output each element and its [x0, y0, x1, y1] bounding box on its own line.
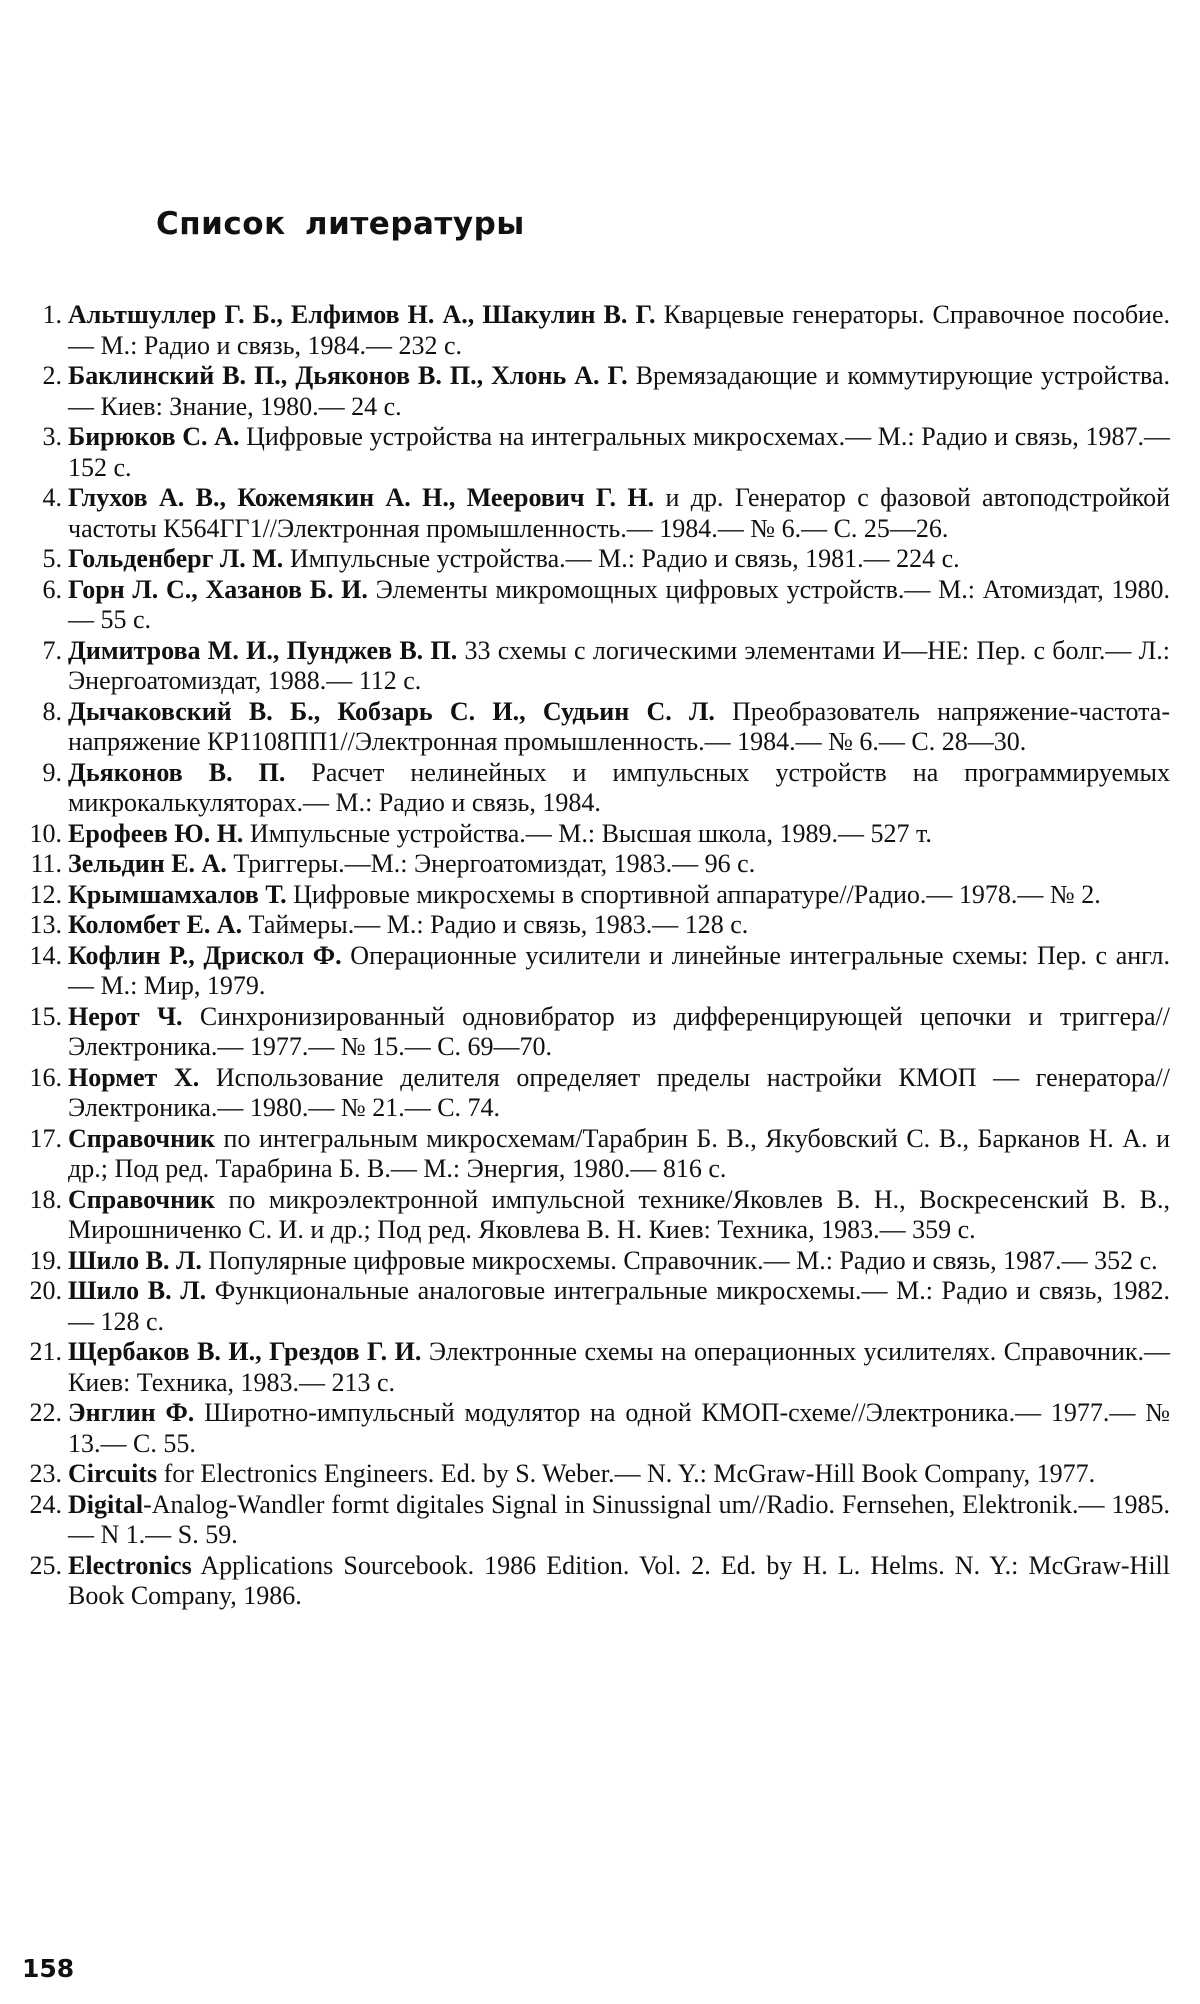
reference-number: 16.: [29, 1062, 62, 1092]
reference-text: Импульсные устройства.— М.: Радио и связь, 1981.— 224 с.: [283, 544, 960, 573]
reference-authors: Справочник: [68, 1184, 216, 1214]
reference-text: Триггеры.—М.: Энергоатомиздат, 1983.— 96 с.: [226, 849, 756, 878]
reference-text: по микроэлектронной импульсной технике/Яковлев В. Н., Воскресенский В. В., Мирошниченко С. И. и др.; Под ред. Яковлева В. Н. Киев: Техника, 1983.— 359 с.: [68, 1184, 1170, 1244]
reference-body: [68, 910, 1170, 941]
reference-body: [68, 575, 1170, 636]
reference-number: 2.: [42, 361, 62, 390]
reference-text: Преобразователь напряжение-частота-напряжение КР1108ПП1//Электронная промышленность.— 1984.— № 6.— С. 28—30.: [68, 696, 1170, 756]
reference-item: [22, 1246, 1170, 1277]
reference-item: [22, 300, 1170, 361]
reference-item: [22, 1124, 1170, 1185]
reference-body: [68, 483, 1170, 544]
reference-number: 18.: [29, 1184, 62, 1214]
reference-text: Времязадающие и коммутирующие устройства.— Киев: Знание, 1980.— 24 с.: [68, 361, 1170, 421]
reference-text: Использование делителя определяет пределы настройки КМОП — генератора//Электроника.— 1980.— № 21.— С. 74.: [68, 1062, 1170, 1122]
reference-body: [68, 1276, 1170, 1337]
reference-text: Кварцевые генераторы. Справочное пособие.— М.: Радио и связь, 1984.— 232 с.: [68, 300, 1170, 360]
reference-authors: Дьяконов В. П.: [68, 757, 286, 787]
reference-number: 13.: [29, 910, 62, 939]
reference-item: [22, 941, 1170, 1002]
reference-number: 5.: [42, 544, 62, 573]
reference-body: [68, 636, 1170, 697]
reference-text: Импульсные устройства.— М.: Высшая школа, 1989.— 527 т.: [243, 818, 932, 848]
reference-item: [22, 1185, 1170, 1246]
reference-body: [68, 819, 1170, 850]
reference-text: Цифровые устройства на интегральных микросхемах.— М.: Радио и связь, 1987.— 152 с.: [68, 422, 1170, 482]
reference-authors: Димитрова М. И., Пунджев В. П.: [68, 635, 458, 665]
reference-text: Функциональные аналоговые интегральные микросхемы.— М.: Радио и связь, 1982.— 128 с.: [68, 1276, 1171, 1336]
reference-list: [22, 300, 1170, 1612]
reference-item: [22, 849, 1170, 880]
reference-body: [68, 1490, 1170, 1551]
reference-body: [68, 1551, 1170, 1612]
reference-number: 21.: [29, 1337, 62, 1366]
reference-body: [68, 1002, 1170, 1063]
reference-authors: Горн Л. С., Хазанов Б. И.: [68, 574, 368, 604]
reference-authors: Кофлин Р., Дрискол Ф.: [68, 940, 342, 970]
reference-body: [68, 697, 1170, 758]
reference-number: 4.: [42, 483, 62, 512]
reference-authors: Справочник: [68, 1123, 216, 1153]
reference-authors: Digital: [68, 1489, 144, 1519]
reference-number: 15.: [29, 1001, 62, 1031]
reference-authors: Альтшуллер Г. Б., Елфимов Н. А., Шакулин В. Г.: [68, 300, 656, 329]
reference-item: [22, 1398, 1170, 1459]
reference-number: 19.: [29, 1245, 62, 1275]
reference-number: 1.: [42, 300, 62, 329]
reference-authors: Баклинский В. П., Дьяконов В. П., Хлонь А. Г.: [68, 361, 628, 390]
reference-item: [22, 575, 1170, 636]
reference-number: 22.: [29, 1398, 62, 1427]
reference-number: 3.: [42, 422, 62, 451]
reference-item: [22, 361, 1170, 422]
reference-text: Широтно-импульсный модулятор на одной КМОП-схеме//Электроника.— 1977.— № 13.— С. 55.: [68, 1398, 1171, 1458]
reference-item: [22, 1490, 1170, 1551]
reference-text: Расчет нелинейных и импульсных устройств на программируемых микрокалькуляторах.— М.: Радио и связь, 1984.: [68, 757, 1170, 817]
reference-body: [68, 361, 1170, 422]
reference-item: [22, 636, 1170, 697]
reference-text: Популярные цифровые микросхемы. Справочник.— М.: Радио и связь, 1987.— 352 с.: [201, 1245, 1158, 1275]
reference-number: 10.: [29, 818, 62, 848]
reference-body: [68, 758, 1170, 819]
reference-body: [68, 1459, 1170, 1490]
reference-item: [22, 758, 1170, 819]
reference-text: Цифровые микросхемы в спортивной аппаратуре//Радио.— 1978.— № 2.: [286, 879, 1101, 909]
reference-item: [22, 1063, 1170, 1124]
reference-number: 9.: [42, 757, 62, 787]
reference-authors: Circuits: [68, 1459, 158, 1488]
reference-body: [68, 1063, 1170, 1124]
reference-number: 14.: [29, 940, 62, 970]
reference-body: [68, 849, 1170, 880]
reference-number: 8.: [42, 696, 62, 726]
reference-text: 33 схемы с логическими элементами И—НЕ: Пер. с болг.— Л.: Энергоатомиздат, 1988.— 112 с.: [68, 635, 1171, 695]
reference-authors: Энглин Ф.: [68, 1398, 195, 1427]
reference-text: по интегральным микросхемам/Тарабрин Б. В., Якубовский С. В., Барканов Н. А. и др.; Под ред. Тарабрина Б. В.— М.: Энергия, 1980.— 816 с.: [68, 1123, 1170, 1183]
reference-item: [22, 1459, 1170, 1490]
reference-number: 24.: [29, 1489, 62, 1519]
reference-number: 20.: [29, 1276, 62, 1305]
reference-body: [68, 1246, 1170, 1277]
reference-body: [68, 1337, 1170, 1398]
reference-item: [22, 1551, 1170, 1612]
reference-number: 12.: [29, 879, 62, 909]
reference-text: Applications Sourcebook. 1986 Edition. Vol. 2. Ed. by H. L. Helms. N. Y.: McGraw-Hill Book Company, 1986.: [68, 1550, 1170, 1610]
reference-body: [68, 544, 1170, 575]
reference-body: [68, 880, 1170, 911]
reference-item: [22, 483, 1170, 544]
reference-item: [22, 422, 1170, 483]
reference-text: for Electronics Engineers. Ed. by S. Weber.— N. Y.: McGraw-Hill Book Company, 1977.: [157, 1459, 1096, 1488]
reference-authors: Бирюков С. А.: [68, 422, 240, 451]
reference-authors: Electronics: [68, 1550, 192, 1580]
reference-body: [68, 1124, 1170, 1185]
reference-number: 7.: [42, 635, 62, 665]
reference-number: 17.: [29, 1123, 62, 1153]
reference-item: [22, 697, 1170, 758]
reference-text: и др. Генератор с фазовой автоподстройкой частоты К564ГГ1//Электронная промышленность.— 1984.— № 6.— С. 25—26.: [68, 483, 1170, 543]
reference-text: Синхронизированный одновибратор из дифференцирующей цепочки и триггера//Электроника.— 1977.— № 15.— С. 69—70.: [68, 1001, 1170, 1061]
reference-authors: Глухов А. В., Кожемякин А. Н., Меерович Г. Н.: [68, 483, 655, 512]
reference-item: [22, 1276, 1170, 1337]
reference-item: [22, 910, 1170, 941]
reference-item: [22, 880, 1170, 911]
reference-authors: Щербаков В. И., Грездов Г. И.: [68, 1337, 422, 1366]
reference-authors: Ерофеев Ю. Н.: [68, 818, 244, 848]
reference-text: Таймеры.— М.: Радио и связь, 1983.— 128 с.: [242, 910, 749, 939]
reference-body: [68, 1398, 1170, 1459]
reference-text: Элементы микромощных цифровых устройств.— М.: Атомиздат, 1980.— 55 с.: [68, 574, 1171, 634]
reference-authors: Нерот Ч.: [68, 1001, 183, 1031]
reference-authors: Нормет Х.: [68, 1062, 200, 1092]
reference-number: 6.: [42, 574, 62, 604]
reference-text: Электронные схемы на операционных усилителях. Справочник.— Киев: Техника, 1983.— 213 с.: [68, 1337, 1170, 1397]
reference-authors: Шило В. Л.: [68, 1276, 207, 1305]
reference-authors: Крымшамхалов Т.: [68, 879, 287, 909]
page-number: 158: [22, 1954, 75, 1983]
reference-number: 23.: [29, 1459, 62, 1488]
page-title: Список литературы: [156, 206, 525, 242]
reference-body: [68, 300, 1170, 361]
reference-authors: Шило В. Л.: [68, 1245, 202, 1275]
reference-body: [68, 422, 1170, 483]
reference-body: [68, 1185, 1170, 1246]
reference-authors: Гольденберг Л. М.: [68, 544, 284, 573]
reference-item: [22, 1002, 1170, 1063]
reference-authors: Коломбет Е. А.: [68, 910, 243, 939]
reference-number: 25.: [29, 1550, 62, 1580]
reference-text: Операционные усилители и линейные интегральные схемы: Пер. с англ.— М.: Мир, 1979.: [68, 940, 1170, 1000]
reference-item: [22, 819, 1170, 850]
reference-item: [22, 544, 1170, 575]
reference-authors: Зельдин Е. А.: [68, 849, 227, 878]
reference-text: -Analog-Wandler formt digitales Signal in Sinussignal um//Radio. Fernsehen, Elektronik.— 1985.— N 1.— S. 59.: [68, 1489, 1170, 1549]
reference-number: 11.: [30, 849, 62, 878]
reference-body: [68, 941, 1170, 1002]
reference-authors: Дычаковский В. Б., Кобзарь С. И., Судьин С. Л.: [68, 696, 715, 726]
reference-item: [22, 1337, 1170, 1398]
